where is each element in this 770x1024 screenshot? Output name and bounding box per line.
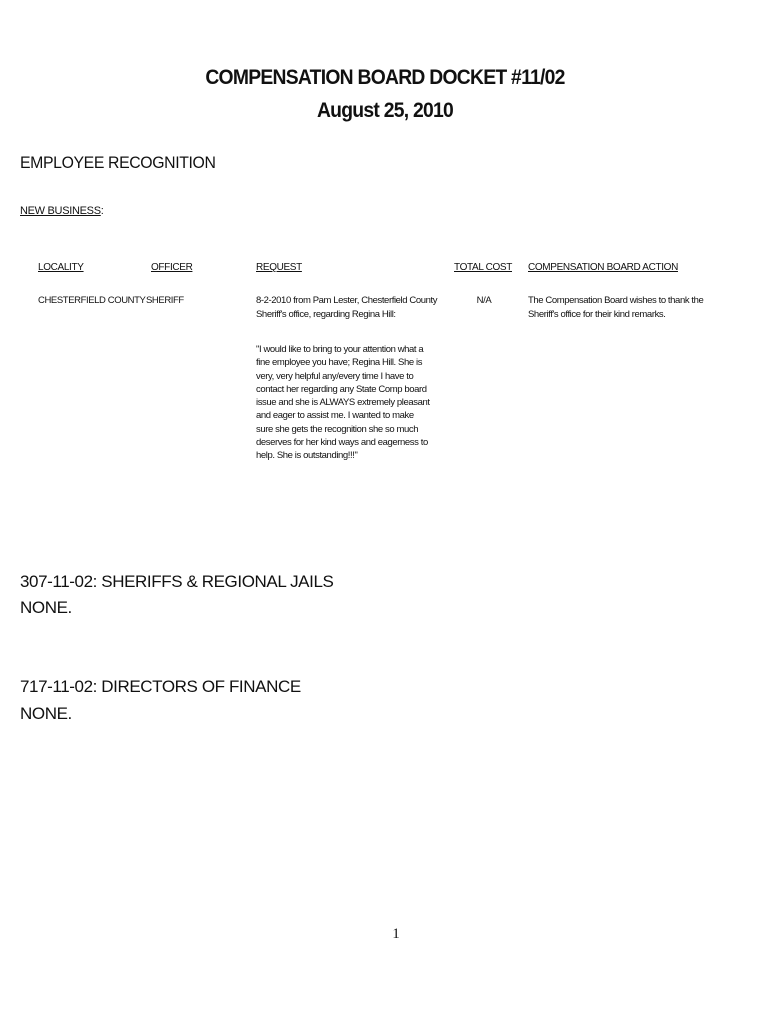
row-total-cost: N/A [476,295,492,306]
directors-finance-heading: 717-11-02: DIRECTORS OF FINANCE [20,677,301,696]
docket-date: August 25, 2010 [316,99,454,122]
new-business-text: NEW BUSINESS [20,205,101,217]
directors-finance-body: NONE. [20,704,72,723]
column-header-action: COMPENSATION BOARD ACTION [528,262,678,273]
sheriffs-jails-body: NONE. [20,598,72,617]
column-header-total-cost: TOTAL COST [454,262,512,273]
row-officer: SHERIFF [146,295,184,306]
column-header-officer: OFFICER [151,262,193,273]
employee-recognition-heading: EMPLOYEE RECOGNITION [20,153,216,172]
docket-title: COMPENSATION BOARD DOCKET #11/02 [205,66,565,89]
row-locality: CHESTERFIELD COUNTY [38,295,146,306]
column-header-locality: LOCALITY [38,262,84,273]
page-number: 1 [392,926,400,942]
column-header-request: REQUEST [256,262,302,273]
new-business-label [20,205,104,217]
sheriffs-jails-heading: 307-11-02: SHERIFFS & REGIONAL JAILS [20,572,334,591]
row-request-intro: 8-2-2010 from Pam Lester, Chesterfield County Sheriff's office, regarding Regina Hill: [256,295,438,320]
row-request-quote: "I would like to bring to your attention what a fine employee you have; Regina Hill. She is very, very helpful any/every time I have to contact her regarding any State Comp board issue and she is ALWAYS extremely pleasant and eager to assist me. I wanted to make sure she gets the recognition she so much deserves for her kind ways and eagerness to help. She is outstanding!!!" [256,344,430,462]
new-business-colon: : [100,205,104,217]
row-board-action: The Compensation Board wishes to thank the Sheriff's office for their kind remarks. [528,295,704,320]
